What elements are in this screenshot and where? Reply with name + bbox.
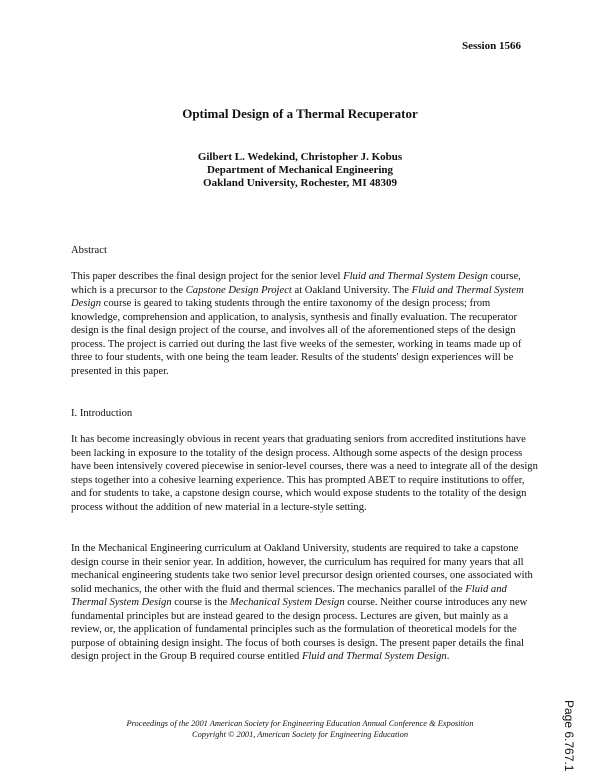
introduction-paragraph-1: It has become increasingly obvious in recent years that graduating seniors from accredited institutions have been lacking in exposure to the totality of the design process. Although some aspects of the design process have been intensively covered piecewise in senior-level courses, there was a need to integrate all of the design steps together into a cohesive learning experience. This has prompted ABET to require institutions to offer, and for students to take, a capstone design course, which would expose students to the totality of the design process without the addition of new material in a lecture-style setting. bbox=[71, 434, 538, 513]
intro-text-2: course is the bbox=[171, 597, 230, 608]
author-institution: Oakland University, Rochester, MI 48309 bbox=[203, 177, 397, 189]
abstract-text-4: course is geared to taking students through the entire taxonomy of the design process; from knowledge, comprehension and application, to analysis, synthesis and finally evaluation. The recuperator design is the final design project of the course, and involves all of the aforementioned steps of the design process. The project is carried out during the last five weeks of the semester, working in teams made up of three to four students, with one being the team leader. Results of the students' design experiences will be presented in this paper. bbox=[71, 298, 522, 377]
intro-course-title-1: Fluid and Thermal System Design bbox=[71, 583, 507, 608]
abstract-text-1: This paper describes the final design project for the senior level bbox=[71, 271, 344, 282]
footer-copyright-line: Copyright © 2001, American Society for Engineering Education bbox=[191, 730, 409, 739]
abstract-capstone-title: Capstone Design Project bbox=[185, 284, 292, 296]
footer-proceedings-line: Proceedings of the 2001 American Society for Engineering Education Annual Conference & Exposition bbox=[126, 719, 474, 728]
abstract-text-3: at Oakland University. The bbox=[291, 284, 412, 296]
abstract-heading: Abstract bbox=[71, 245, 107, 256]
abstract-course-title-2: Fluid and Thermal System Design bbox=[71, 284, 524, 309]
author-department: Department of Mechanical Engineering bbox=[206, 164, 394, 176]
proceedings-footer bbox=[0, 718, 600, 740]
page-number-text: Page 6.767.1 bbox=[562, 700, 576, 772]
paper-title: Optimal Design of a Thermal Recuperator bbox=[182, 106, 418, 121]
abstract-course-title-1: Fluid and Thermal System Design bbox=[343, 271, 488, 282]
abstract-paragraph bbox=[71, 270, 541, 378]
author-names: Gilbert L. Wedekind, Christopher J. Kobus bbox=[197, 151, 403, 163]
intro-text-3: course. Neither course introduces any new fundamental principles but are instead geared to the design process. Lectures are given, but mainly as a review, or, the application of fundamental principles such as the formulation of theoretical models for the purpose of obtaining design insight. The focus of both courses is design. The present paper details the final design project in the Group B required course entitled bbox=[71, 597, 528, 662]
intro-text-1: In the Mechanical Engineering curriculum at Oakland University, students are required to take a capstone design course in their senior year. In addition, however, the curriculum has required for many years that all mechanical engineering students take two senior level precursor design oriented courses, one associated with solid mechanics, the other with the fluid and thermal sciences. The mechanics parallel of the bbox=[71, 543, 533, 595]
intro-text-4: . bbox=[446, 651, 450, 662]
abstract-text-2: course, which is a precursor to the bbox=[71, 271, 521, 296]
intro-course-title-2: Fluid and Thermal System Design bbox=[301, 651, 447, 662]
introduction-heading: I. Introduction bbox=[71, 408, 133, 419]
session-number: Session 1566 bbox=[462, 40, 521, 52]
page-number-stamp bbox=[562, 700, 593, 776]
intro-mechanical-course-title: Mechanical System Design bbox=[229, 597, 345, 608]
introduction-paragraph-2 bbox=[71, 542, 541, 664]
